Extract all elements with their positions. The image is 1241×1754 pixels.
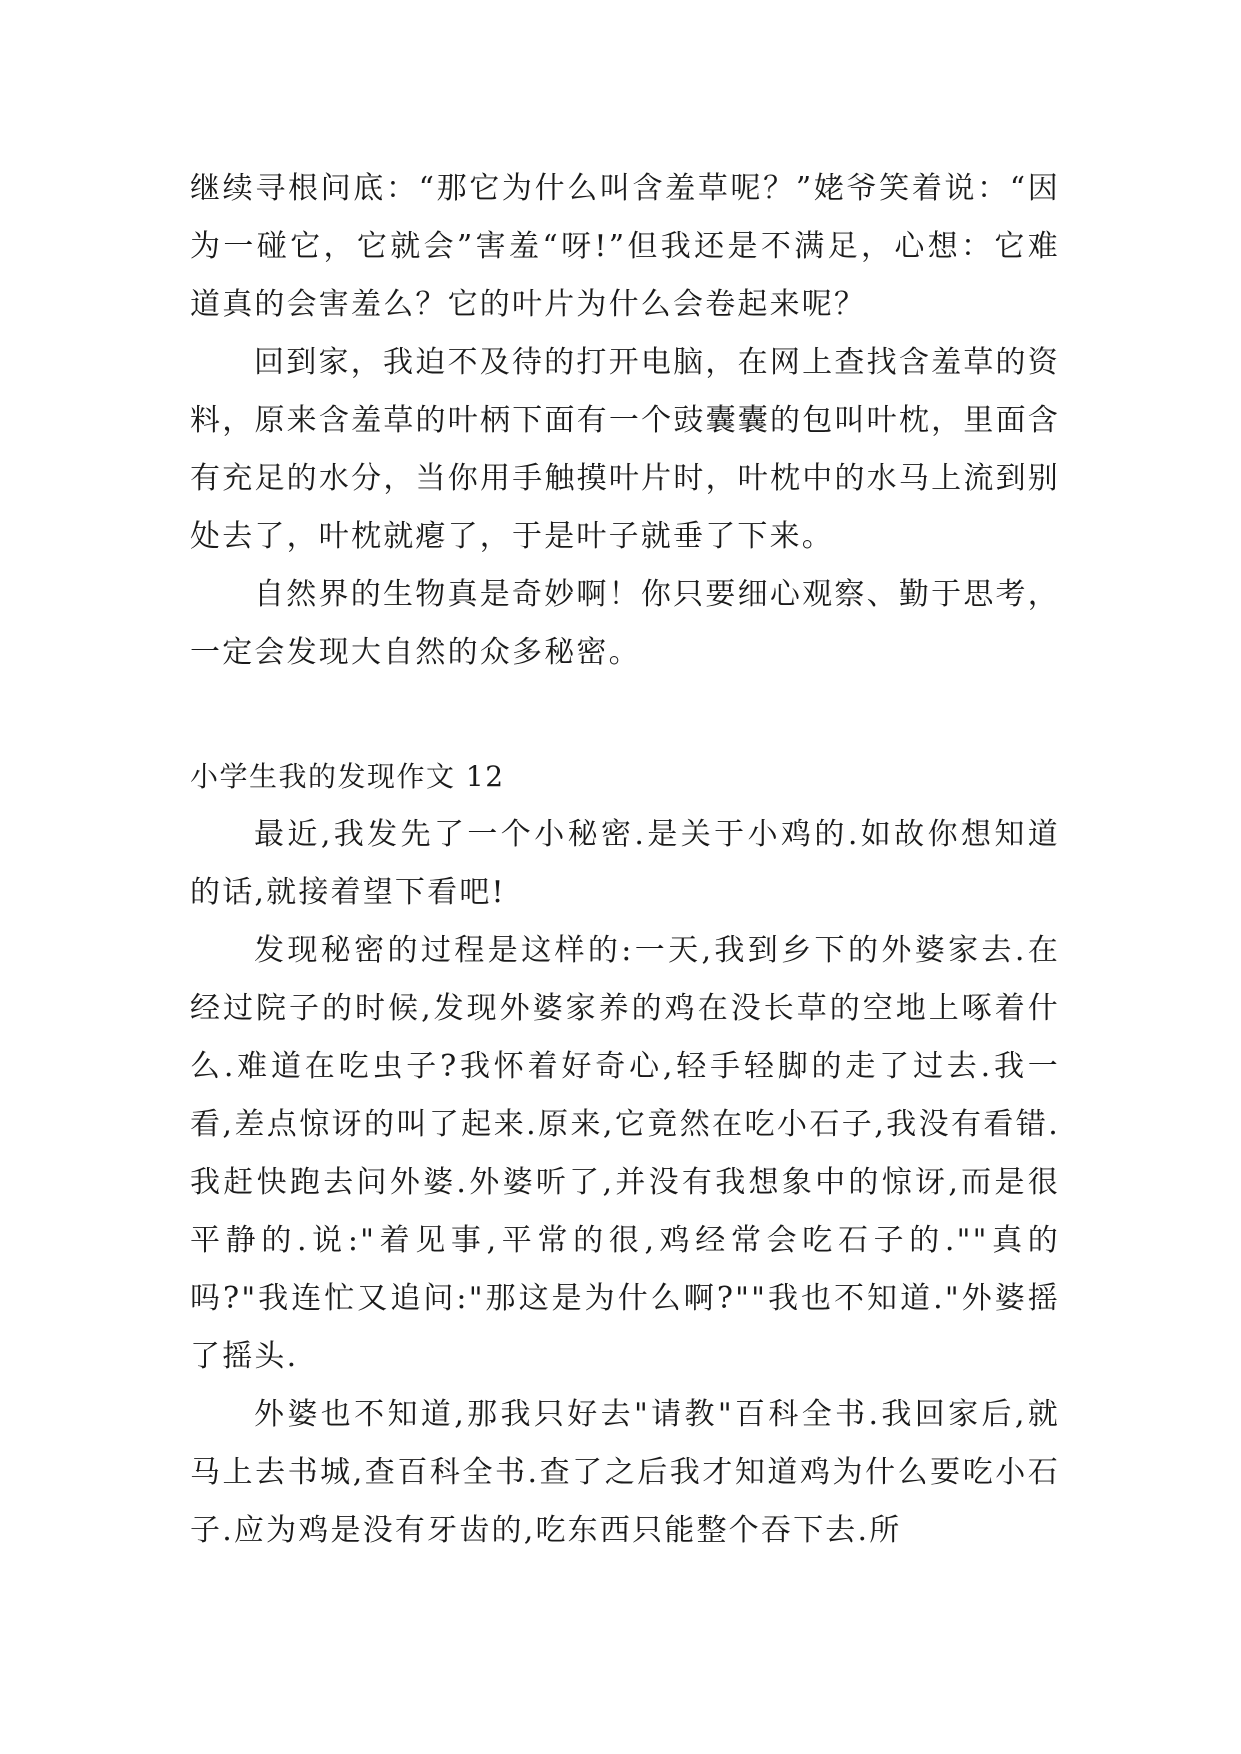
paragraph-continuation: 继续寻根问底：“那它为什么叫含羞草呢？”姥爷笑着说：“因为一碰它，它就会”害羞“呀!”但我还是不满足，心想：它难道真的会害羞么？它的叶片为什么会卷起来呢？: [190, 171, 1060, 322]
paragraph-research: 回到家，我迫不及待的打开电脑，在网上查找含羞草的资料，原来含羞草的叶柄下面有一个豉囊囊的包叫叶枕，里面含有充足的水分，当你用手触摸叶片时，叶枕中的水马上流到别处去了，叶枕就瘪了，于是叶子就垂了下来。: [190, 345, 1060, 554]
paragraph-intro: 最近,我发先了一个小秘密.是关于小鸡的.如故你想知道的话,就接着望下看吧!: [190, 817, 1060, 910]
paragraph-conclusion: 自然界的生物真是奇妙啊！你只要细心观察、勤于思考，一定会发现大自然的众多秘密。: [190, 577, 1060, 670]
paragraph-encyclopedia: 外婆也不知道,那我只好去"请教"百科全书.我回家后,就马上去书城,查百科全书.查了之后我才知道鸡为什么要吃小石子.应为鸡是没有牙齿的,吃东西只能整个吞下去.所: [190, 1397, 1060, 1548]
section-title: 小学生我的发现作文 12: [190, 760, 505, 793]
document-body: [190, 160, 1060, 1560]
paragraph-discovery: 发现秘密的过程是这样的:一天,我到乡下的外婆家去.在经过院子的时候,发现外婆家养的鸡在没长草的空地上啄着什么.难道在吃虫子?我怀着好奇心,轻手轻脚的走了过去.我一看,差点惊讶的叫了起来.原来,它竟然在吃小石子,我没有看错.我赶快跑去问外婆.外婆听了,并没有我想象中的惊讶,而是很平静的.说:"着见事,平常的很,鸡经常会吃石子的.""真的吗?"我连忙又追问:"那这是为什么啊?""我也不知道."外婆摇了摇头.: [190, 933, 1060, 1374]
